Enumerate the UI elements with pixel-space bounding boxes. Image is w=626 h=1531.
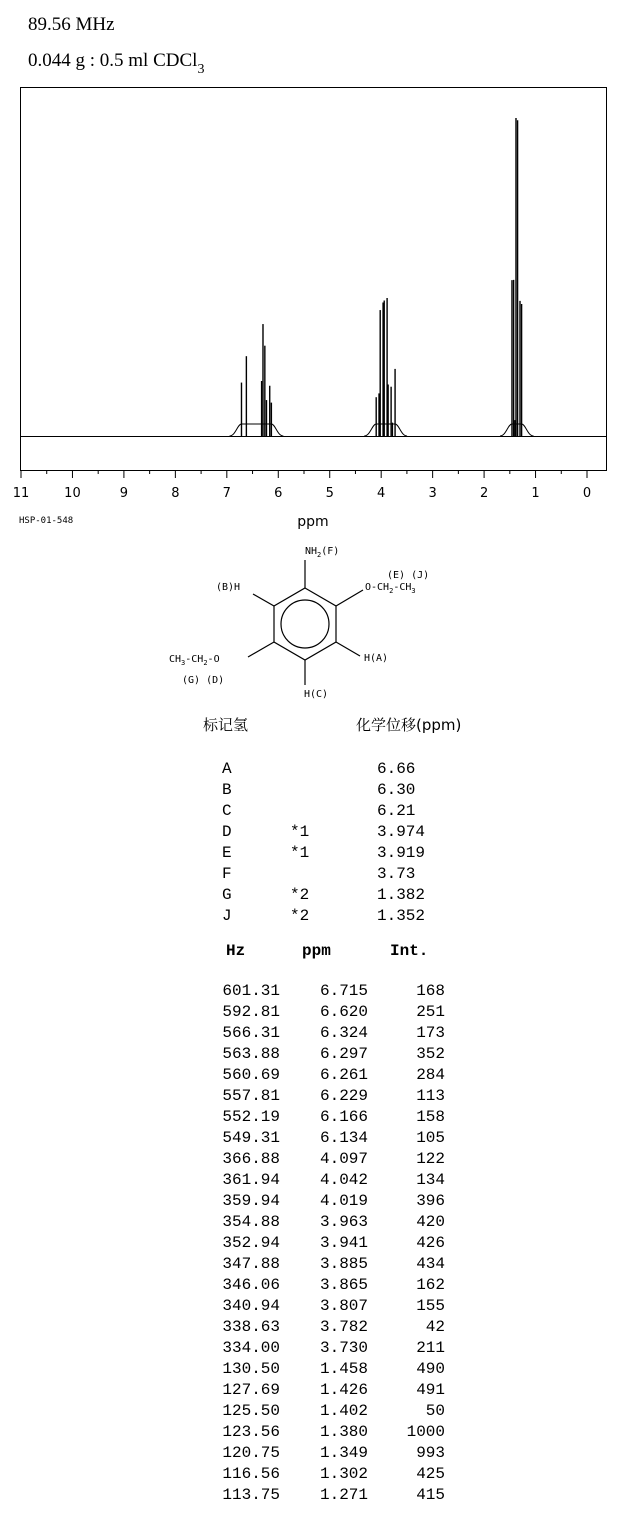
assign-label: B [222, 781, 232, 799]
peak-int: 352 [416, 1045, 445, 1063]
molecular-structure [150, 538, 470, 703]
assign-note: *2 [290, 907, 310, 925]
x-tick-label: 2 [479, 486, 489, 501]
assign-shift: 6.21 [377, 802, 416, 820]
peak-hz: 563.88 [222, 1045, 280, 1063]
peak-int: 155 [416, 1297, 445, 1315]
peak-int: 415 [416, 1486, 445, 1504]
peak-ppm: 1.458 [319, 1360, 368, 1378]
multiplet-foot [364, 424, 407, 436]
peak-ppm: 4.019 [319, 1192, 368, 1210]
peak-ppm: 3.963 [319, 1213, 368, 1231]
sample-main: 0.044 g : 0.5 ml CDCl [28, 50, 198, 71]
assign-label: J [222, 907, 232, 925]
peak-int: 1000 [406, 1423, 445, 1441]
ej-tags: (E) (J) [387, 570, 430, 581]
peak-int: 993 [416, 1444, 445, 1462]
spectrometer-frequency: 89.56 MHz [28, 14, 115, 35]
peak-ppm: 3.730 [319, 1339, 368, 1357]
peak-hz: 123.56 [222, 1423, 280, 1441]
assign-col-shift-header: 化学位移(ppm) [356, 716, 462, 734]
assign-label: C [222, 802, 232, 820]
assign-label: F [222, 865, 232, 883]
benzene-ring [274, 588, 336, 660]
assign-shift: 1.352 [377, 907, 426, 925]
assign-shift: 6.66 [377, 760, 416, 778]
peak-hz: 359.94 [222, 1192, 280, 1210]
x-tick-label: 9 [119, 486, 129, 501]
peak-int: 162 [416, 1276, 445, 1294]
peak-hz: 347.88 [222, 1255, 280, 1273]
x-tick-label: 7 [222, 486, 231, 501]
peak-int: 134 [416, 1171, 445, 1189]
peak-col-ppm-header: ppm [302, 942, 331, 960]
assign-note: *1 [290, 844, 310, 862]
peak-ppm: 6.261 [319, 1066, 368, 1084]
peak-hz: 346.06 [222, 1276, 280, 1294]
x-tick-label: 10 [64, 486, 81, 501]
assign-col-label-header: 标记氢 [203, 716, 249, 734]
peak-int: 173 [416, 1024, 445, 1042]
x-tick-label: 3 [428, 486, 437, 501]
peak-ppm: 1.426 [319, 1381, 368, 1399]
peak-hz: 552.19 [222, 1108, 280, 1126]
a-hydrogen-label: H(A) [364, 653, 389, 664]
x-tick-label: 11 [12, 486, 30, 501]
peak-hz: 113.75 [222, 1486, 280, 1504]
peak-ppm: 3.807 [319, 1297, 368, 1315]
peak-int: 420 [416, 1213, 445, 1231]
bond-left-o [248, 642, 274, 657]
assign-label: E [222, 844, 232, 862]
assign-note: *2 [290, 886, 310, 904]
left-ethoxy-label: $CH_3-CH_2-O$ [169, 654, 220, 667]
peak-ppm: 1.271 [319, 1486, 368, 1504]
assign-shift: 1.382 [377, 886, 426, 904]
plot-frame [21, 88, 607, 471]
peak-ppm: 1.349 [319, 1444, 368, 1462]
peak-hz: 557.81 [222, 1087, 280, 1105]
peak-hz: 334.00 [222, 1339, 280, 1357]
assign-shift: 3.974 [377, 823, 426, 841]
peak-int: 211 [416, 1339, 445, 1357]
peak-int: 426 [416, 1234, 445, 1252]
assign-note: *1 [290, 823, 310, 841]
nmr-spectrum-chart [0, 0, 626, 540]
peak-int: 434 [416, 1255, 445, 1273]
right-ethoxy-label: $O-CH_2-CH_3$ [365, 582, 416, 595]
peak-ppm: 6.134 [319, 1129, 368, 1147]
peak-hz: 549.31 [222, 1129, 280, 1147]
peak-int: 284 [416, 1066, 445, 1084]
b-hydrogen-label: (B)H [216, 582, 241, 593]
bond-right-o [336, 590, 363, 606]
multiplet-foot [229, 424, 283, 436]
peak-int: 42 [425, 1318, 445, 1336]
peak-ppm: 6.715 [319, 982, 368, 1000]
spectrum-id: HSP-01-548 [19, 516, 74, 526]
peak-ppm: 6.229 [319, 1087, 368, 1105]
peak-hz: 566.31 [222, 1024, 280, 1042]
peak-hz: 601.31 [222, 982, 280, 1000]
peak-hz: 361.94 [222, 1171, 280, 1189]
assign-shift: 3.919 [377, 844, 426, 862]
x-tick-label: 6 [274, 486, 283, 501]
peak-int: 491 [416, 1381, 445, 1399]
peak-ppm: 1.302 [319, 1465, 368, 1483]
peak-hz: 120.75 [222, 1444, 280, 1462]
peak-hz: 354.88 [222, 1213, 280, 1231]
peak-ppm: 3.941 [319, 1234, 368, 1252]
assign-shift: 3.73 [377, 865, 416, 883]
peak-int: 122 [416, 1150, 445, 1168]
peak-ppm: 1.402 [319, 1402, 368, 1420]
assign-label: A [222, 760, 232, 778]
peak-ppm: 6.297 [319, 1045, 368, 1063]
aromatic-circle [281, 600, 329, 648]
peak-int: 396 [416, 1192, 445, 1210]
peak-hz: 127.69 [222, 1381, 280, 1399]
gd-tags: (G) (D) [182, 675, 225, 686]
peak-ppm: 6.620 [319, 1003, 368, 1021]
bond-a-h [336, 642, 360, 656]
c-hydrogen-label: H(C) [304, 689, 329, 700]
peak-ppm: 6.166 [319, 1108, 368, 1126]
assign-label: D [222, 823, 232, 841]
peak-ppm: 4.097 [319, 1150, 368, 1168]
peak-ppm: 3.865 [319, 1276, 368, 1294]
assign-shift: 6.30 [377, 781, 416, 799]
peak-hz: 340.94 [222, 1297, 280, 1315]
peak-hz: 116.56 [222, 1465, 280, 1483]
bond-b-h [253, 594, 274, 606]
peak-hz: 125.50 [222, 1402, 280, 1420]
x-axis-label: ppm [297, 514, 329, 530]
peak-ppm: 4.042 [319, 1171, 368, 1189]
multiplet-foot [500, 424, 534, 436]
peak-int: 158 [416, 1108, 445, 1126]
peak-ppm: 1.380 [319, 1423, 368, 1441]
peak-int: 113 [416, 1087, 445, 1105]
peak-int: 251 [416, 1003, 445, 1021]
x-tick-label: 4 [377, 486, 386, 501]
peak-hz: 338.63 [222, 1318, 280, 1336]
peak-ppm: 3.782 [319, 1318, 368, 1336]
peak-ppm: 6.324 [319, 1024, 368, 1042]
sample-subscript: 3 [197, 62, 205, 77]
peak-int: 168 [416, 982, 445, 1000]
peak-int: 105 [416, 1129, 445, 1147]
x-tick-label: 1 [531, 486, 540, 501]
peak-hz: 592.81 [222, 1003, 280, 1021]
peak-hz: 366.88 [222, 1150, 280, 1168]
x-tick-label: 0 [582, 486, 592, 501]
peak-col-hz-header: Hz [226, 942, 246, 960]
x-tick-label: 5 [325, 486, 334, 501]
peak-int: 50 [425, 1402, 445, 1420]
peak-ppm: 3.885 [319, 1255, 368, 1273]
x-tick-label: 8 [171, 486, 180, 501]
peak-int: 425 [416, 1465, 445, 1483]
peak-hz: 352.94 [222, 1234, 280, 1252]
nh2-label: $NH_2(F)$ [305, 546, 340, 559]
assign-label: G [222, 886, 232, 904]
peak-hz: 560.69 [222, 1066, 280, 1084]
peak-int: 490 [416, 1360, 445, 1378]
peak-col-int-header: Int. [390, 942, 429, 960]
peak-hz: 130.50 [222, 1360, 280, 1378]
